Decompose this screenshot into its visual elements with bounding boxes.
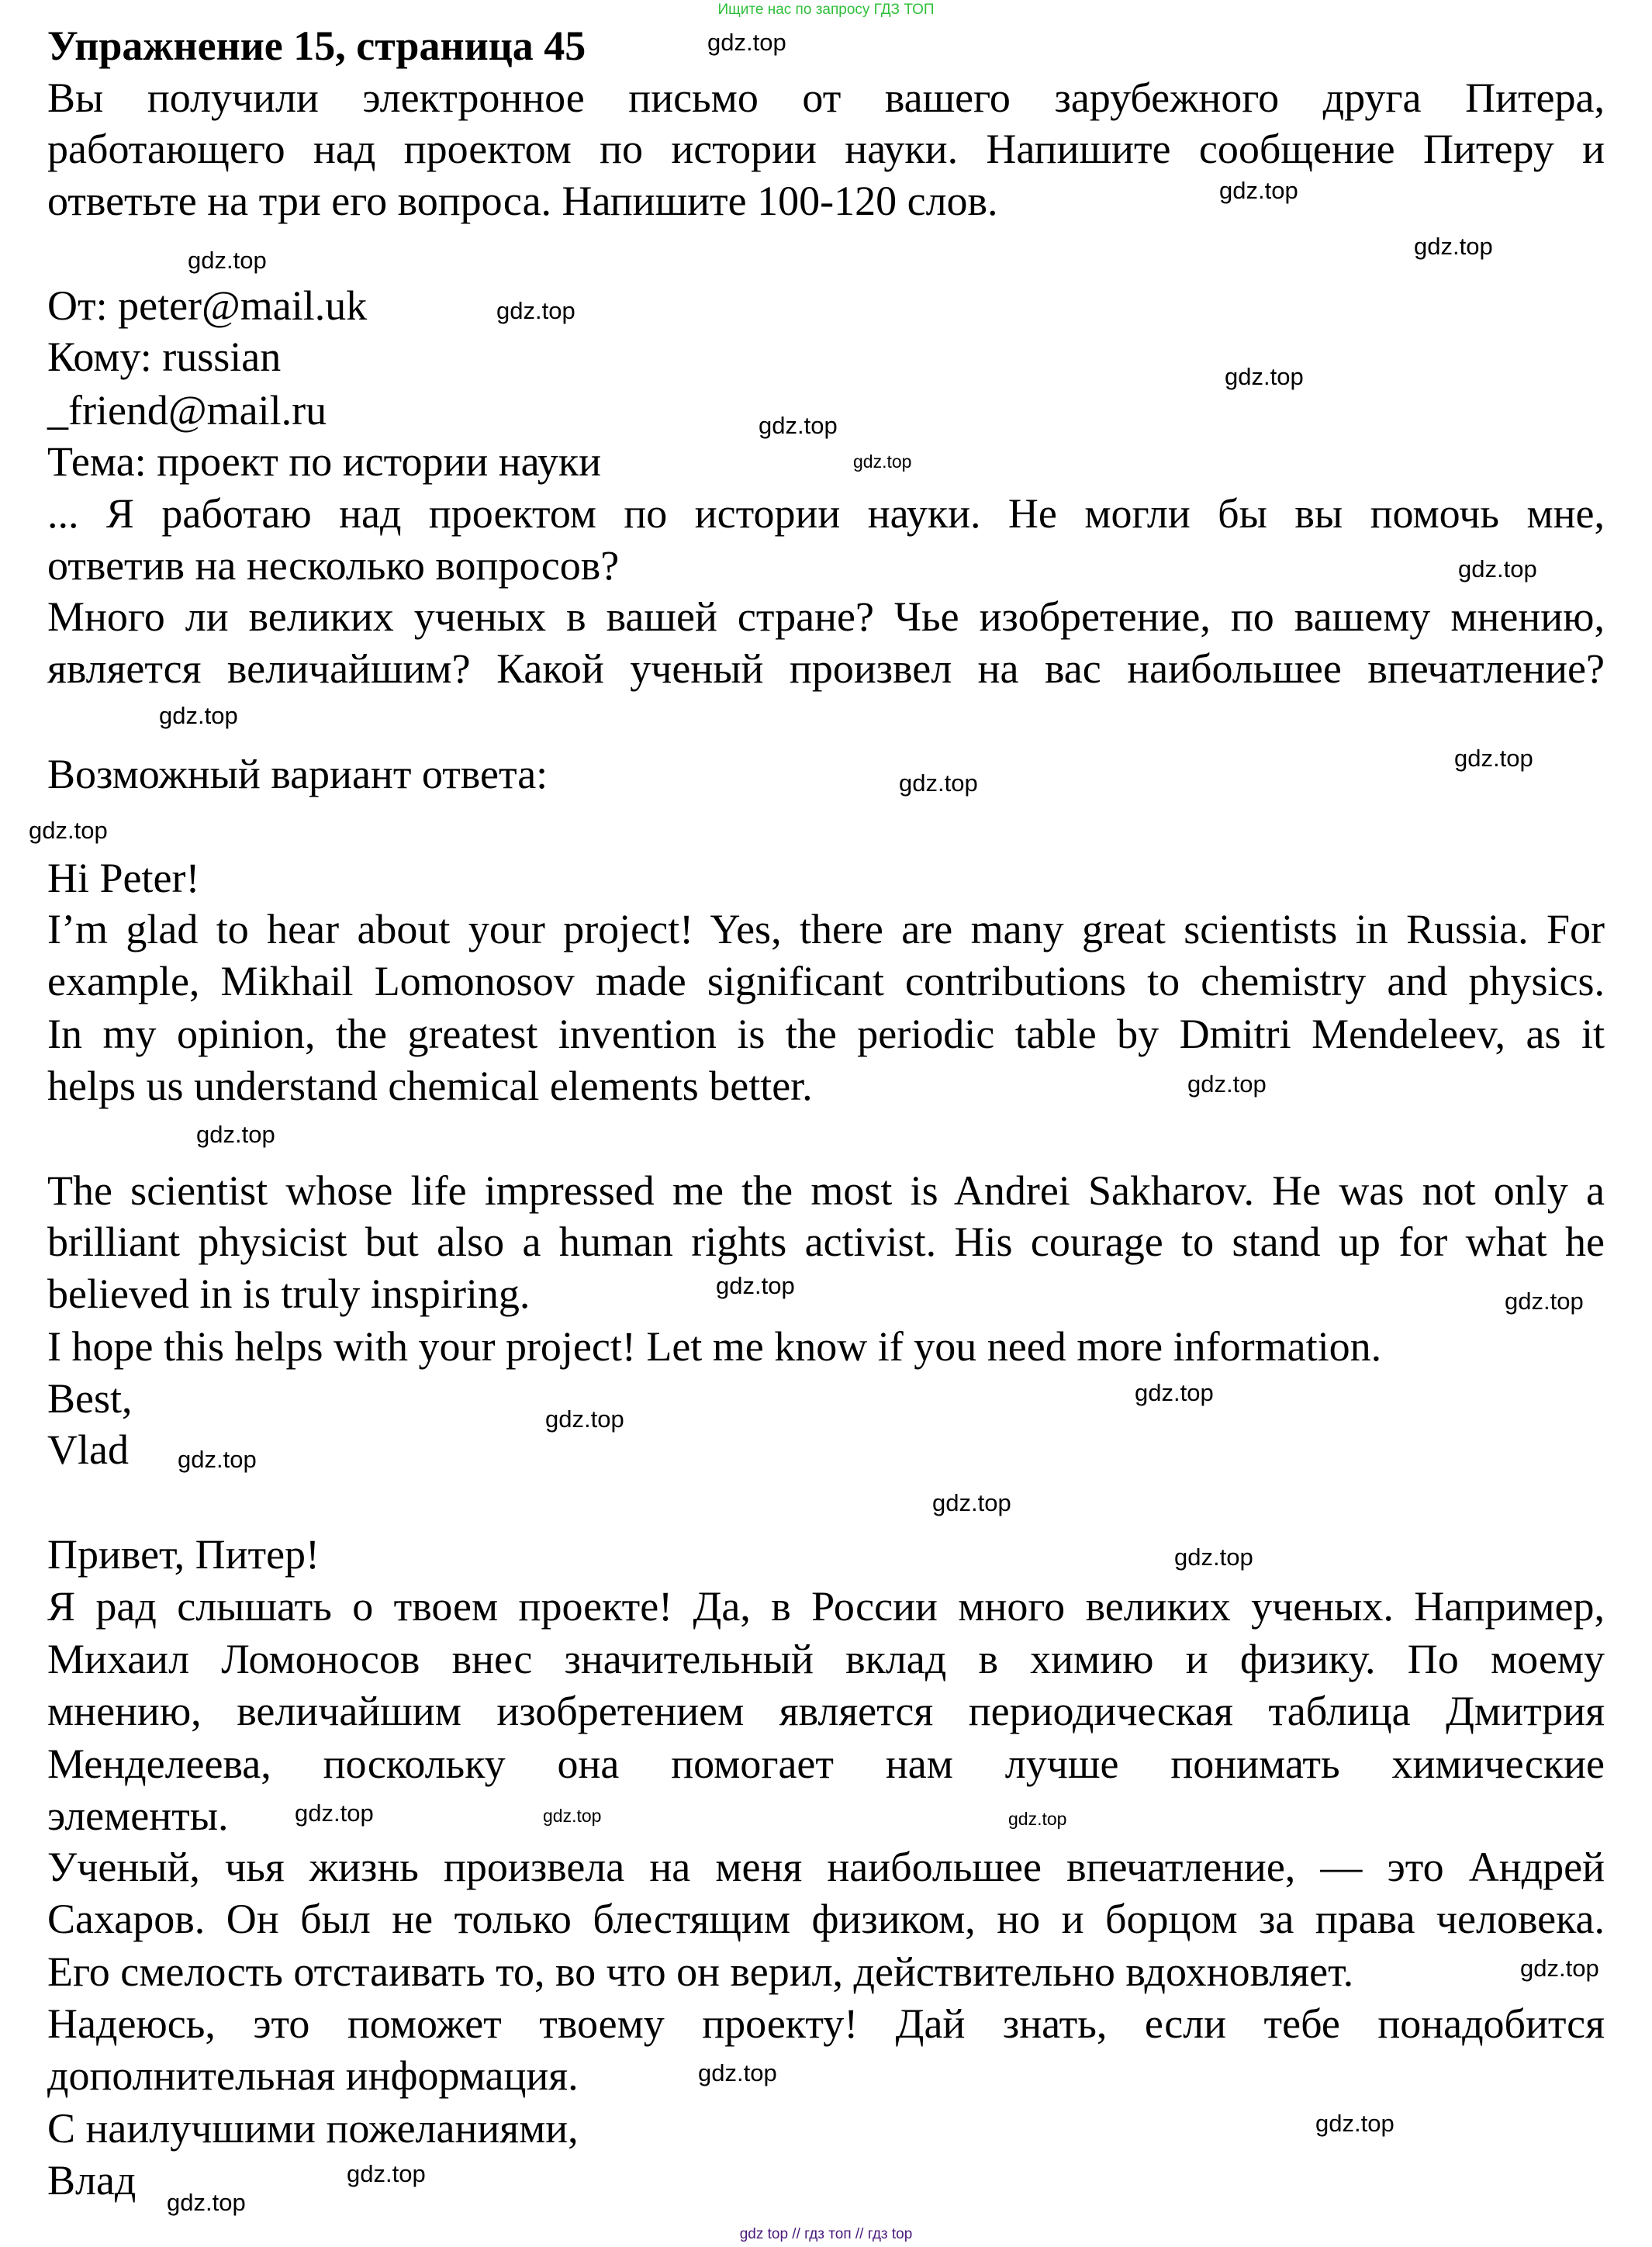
english-line: Vlad bbox=[47, 1426, 129, 1473]
watermark: gdz.top bbox=[178, 1446, 257, 1473]
watermark: gdz.top bbox=[167, 2189, 246, 2216]
russian-line: Михаил Ломоносов внес значительный вклад в химию и физику. По моему bbox=[47, 1636, 1605, 1682]
english-line: brilliant physicist but also a human rights activist. His courage to stand up for what he bbox=[47, 1219, 1605, 1265]
watermark: gdz.top bbox=[1458, 555, 1537, 582]
russian-line: элементы. bbox=[47, 1792, 229, 1839]
russian-line: Ученый, чья жизнь произвела на меня наибольшее впечатление, — это Андрей bbox=[47, 1844, 1605, 1890]
watermark: gdz.top bbox=[932, 1489, 1011, 1516]
email-to-cont: _friend@mail.ru bbox=[47, 387, 327, 434]
watermark: gdz.top bbox=[1219, 177, 1298, 204]
email-body-line: Много ли великих ученых в вашей стране? Чье изобретение, по вашему мнению, bbox=[47, 593, 1605, 640]
watermark: gdz.top bbox=[899, 769, 978, 797]
watermark: gdz.top bbox=[1187, 1070, 1267, 1098]
watermark: gdz.top bbox=[1008, 1809, 1067, 1829]
russian-line: дополнительная информация. bbox=[47, 2052, 579, 2099]
email-subject: Тема: проект по истории науки bbox=[47, 438, 602, 485]
english-line: In my opinion, the greatest invention is the periodic table by Dmitri Mendeleev, as it bbox=[47, 1011, 1605, 1057]
watermark: gdz.top bbox=[1454, 745, 1533, 772]
russian-line: Влад bbox=[47, 2157, 137, 2204]
watermark: gdz.top bbox=[1174, 1544, 1253, 1571]
page-title: Упражнение 15, страница 45 bbox=[47, 22, 586, 69]
task-line: работающего над проектом по истории науки. Напишите сообщение Питеру и bbox=[47, 126, 1605, 172]
email-from: От: peter@mail.uk bbox=[47, 282, 368, 329]
english-line: I’m glad to hear about your project! Yes, there are many great scientists in Russia. For bbox=[47, 906, 1605, 952]
watermark: gdz.top bbox=[543, 1806, 602, 1826]
russian-line: Привет, Питер! bbox=[47, 1531, 320, 1578]
watermark: gdz.top bbox=[716, 1272, 795, 1299]
russian-line: мнению, величайшим изобретением является периодическая таблица Дмитрия bbox=[47, 1688, 1605, 1734]
watermark: gdz.top bbox=[1505, 1288, 1584, 1315]
email-body-line: является величайшим? Какой ученый произвел на вас наибольшее впечатление? bbox=[47, 645, 1605, 692]
english-line: example, Mikhail Lomonosov made significant contributions to chemistry and physics. bbox=[47, 958, 1605, 1004]
watermark: gdz.top bbox=[295, 1799, 374, 1827]
watermark: gdz.top bbox=[196, 1121, 275, 1148]
watermark: gdz.top bbox=[545, 1405, 624, 1433]
task-line: ответьте на три его вопроса. Напишите 100-120 слов. bbox=[47, 178, 998, 224]
watermark: gdz.top bbox=[1135, 1379, 1214, 1406]
english-line: helps us understand chemical elements better. bbox=[47, 1063, 813, 1109]
answer-heading: Возможный вариант ответа: bbox=[47, 751, 548, 797]
russian-line: Менделеева, поскольку она помогает нам лучше понимать химические bbox=[47, 1741, 1605, 1787]
email-body-line: ответив на несколько вопросов? bbox=[47, 542, 620, 589]
watermark: gdz.top bbox=[159, 702, 238, 729]
english-line: Hi Peter! bbox=[47, 855, 200, 901]
russian-line: С наилучшими пожеланиями, bbox=[47, 2105, 579, 2152]
watermark: gdz.top bbox=[853, 451, 912, 472]
footer-note: gdz top // гдз топ // гдз top bbox=[739, 2226, 913, 2242]
watermark: gdz.top bbox=[1315, 2110, 1395, 2137]
task-line: Вы получили электронное письмо от вашего зарубежного друга Питера, bbox=[47, 74, 1605, 121]
watermark: gdz.top bbox=[759, 412, 838, 439]
watermark: gdz.top bbox=[698, 2059, 777, 2086]
watermark: gdz.top bbox=[188, 247, 267, 274]
email-body-line: ... Я работаю над проектом по истории науки. Не могли бы вы помочь мне, bbox=[47, 490, 1605, 537]
watermark: gdz.top bbox=[1520, 1955, 1599, 1982]
watermark: gdz.top bbox=[496, 297, 575, 324]
header-note: Ищите нас по запросу ГДЗ ТОП bbox=[717, 2, 935, 18]
russian-line: Надеюсь, это поможет твоему проекту! Дай знать, если тебе понадобится bbox=[47, 2000, 1605, 2047]
russian-line: Сахаров. Он был не только блестящим физиком, но и борцом за права человека. bbox=[47, 1896, 1605, 1942]
russian-line: Его смелость отстаивать то, во что он верил, действительно вдохновляет. bbox=[47, 1948, 1354, 1995]
russian-line: Я рад слышать о твоем проекте! Да, в России много великих ученых. Например, bbox=[47, 1583, 1605, 1630]
english-line: I hope this helps with your project! Let me know if you need more information. bbox=[47, 1323, 1382, 1370]
english-line: Best, bbox=[47, 1375, 133, 1422]
english-line: believed in is truly inspiring. bbox=[47, 1270, 531, 1317]
watermark: gdz.top bbox=[1225, 363, 1304, 390]
english-line: The scientist whose life impressed me the most is Andrei Sakharov. He was not only a bbox=[47, 1167, 1605, 1214]
watermark: gdz.top bbox=[707, 29, 786, 56]
watermark: gdz.top bbox=[347, 2160, 426, 2187]
email-to: Кому: russian bbox=[47, 334, 282, 380]
watermark: gdz.top bbox=[29, 817, 108, 844]
watermark: gdz.top bbox=[1414, 233, 1493, 260]
